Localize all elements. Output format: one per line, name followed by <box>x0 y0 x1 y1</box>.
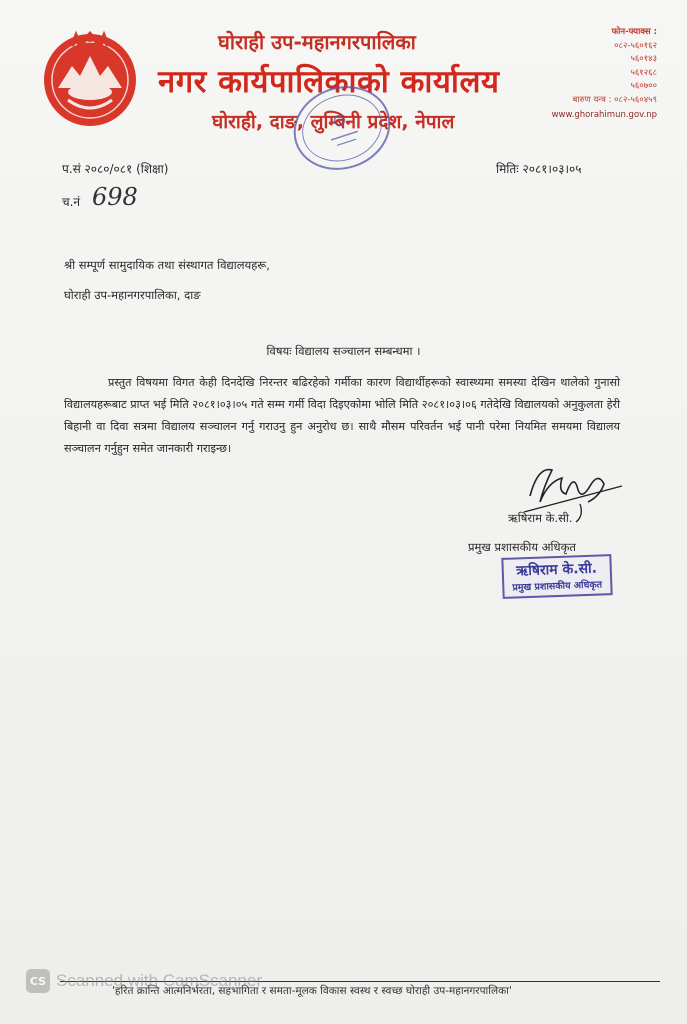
phone-number: ५६०७०० <box>630 81 657 91</box>
office-address: घोराही, दाङ, लुम्बिनी प्रदेश, नेपाल <box>212 111 455 133</box>
dispatch-number: 698 <box>92 183 138 211</box>
phone-number: ५६०१४३ <box>630 54 657 64</box>
signatory-stamp <box>501 554 612 599</box>
round-office-stamp <box>288 80 396 176</box>
watermark-text: Scanned with CamScanner <box>56 971 263 990</box>
footer-slogan: 'हरित क्रान्ति आत्मनिर्भरता, सहभागिता र समता-मूलक विकास स्वस्थ र स्वच्छ घोराही उप-महानगरपालिका' <box>112 985 512 997</box>
government-emblem-icon <box>38 26 142 130</box>
dispatch-label: च.नं <box>62 195 81 209</box>
office-name: नगर कार्यपालिकाको कार्यालय <box>158 64 500 100</box>
letter-body: प्रस्तुत विषयमा विगत केही दिनदेखि निरन्तर बढिरहेको गर्मीका कारण विद्यार्थीहरूको स्वास्थ्यमा समस्या देखिन थालेको गुनासो विद्यालयहरूबाट प्राप्त भई मिति २०८१।०३।०५ गते सम्म गर्मी विदा दिइएकोमा भोलि मिति २०८१।०३।०६ गतेदेखि विद्यालयको अनुकुलता हेरी बिहानी वा दिवा सत्रमा विद्यालय सञ्चालन गर्नु गराउनु हुन अनुरोध छ। साथै मौसम परिवर्तन भई पानी परेमा नियमित समयमा विद्यालय सञ्चालन गर्नुहुन समेत जानकारी गराइन्छ। <box>64 376 620 455</box>
letter-subject: विषयः विद्यालय सञ्चालन सम्बन्धमा । <box>266 344 421 358</box>
reference-number: प.सं २०८०/०८१ (शिक्षा) <box>62 162 169 176</box>
phone-label: फोन-फ्याक्स : <box>611 27 657 37</box>
contact-block <box>527 26 657 123</box>
stamp-title: प्रमुख प्रशासकीय अधिकृत <box>512 579 603 594</box>
municipality-name: घोराही उप-महानगरपालिका <box>218 30 416 54</box>
recipient-address: घोराही उप-महानगरपालिका, दाङ <box>64 288 201 302</box>
scanner-watermark <box>26 969 262 993</box>
phone-number: ०८२-५६०१६२ <box>614 40 657 51</box>
phone-number: ५६१२६८ <box>630 67 657 78</box>
website-link[interactable]: www.ghorahimun.gov.np <box>551 110 657 120</box>
signatory-name: ऋषिराम के.सी. <box>508 511 573 525</box>
signatory-title: प्रमुख प्रशासकीय अधिकृत <box>468 540 576 554</box>
recipient-line: श्री सम्पूर्ण सामुदायिक तथा संस्थागत विद्यालयहरू, <box>64 258 270 272</box>
letter-date: मितिः २०८१।०३।०५ <box>496 162 582 176</box>
fire-brigade-number: बारुण यन्त्र : ०८२-५६०४५९ <box>572 94 657 105</box>
camscanner-logo-icon: CS <box>26 969 50 993</box>
stamp-name: ऋषिराम के.सी. <box>516 560 598 580</box>
